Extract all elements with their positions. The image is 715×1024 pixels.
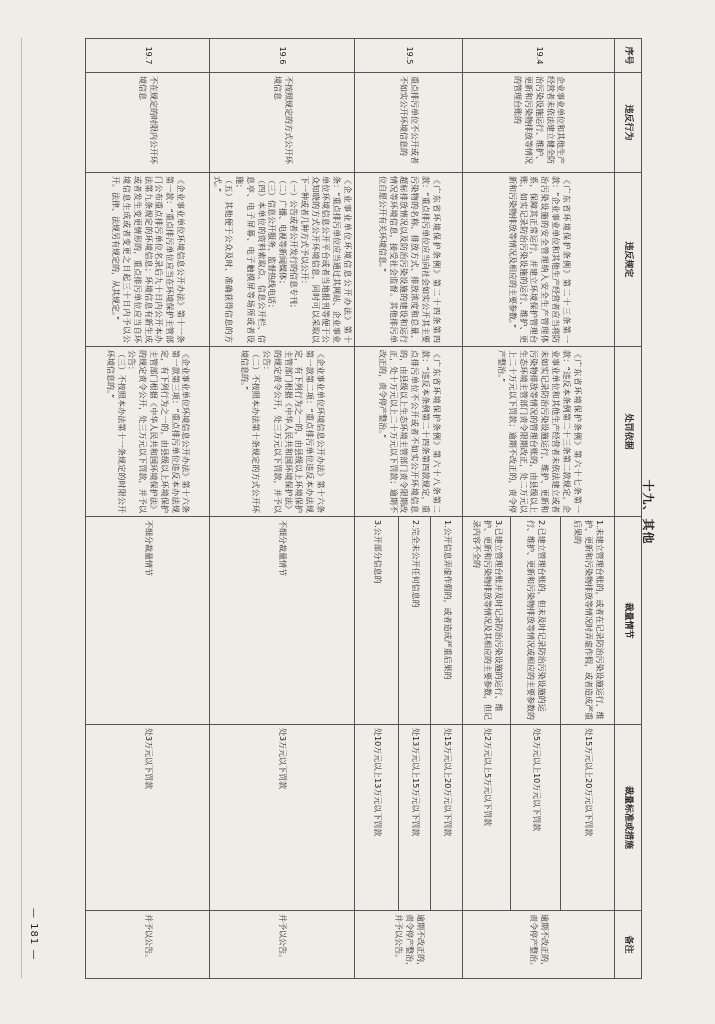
violation-act: 重点排污单位不公开或者不如实公开环境信息的 bbox=[355, 73, 463, 173]
regulation-line: （三）信息公开服务、监督热线电话； bbox=[267, 176, 277, 312]
basis-line: 《企业事业单位环境信息公开办法》第十六条第一款第三项：“重点排污单位违反本办法规定，有下列行为之一的，由县级以上环境保护主管部门根据《中华人民共和国环境保护法》的规定责令公开，处三万元以下罚款，并予以公告： bbox=[127, 350, 191, 513]
regulation-line: 《企业事业单位环境信息公开办法》第十条：“重点排污单位应当通过其网站、企业事业单位环境信息公开平台或者当地报刊等便于公众知晓的方式公开环境信息，同时可以采取以下一种或者几种方式予以公开： bbox=[299, 176, 352, 343]
violated-regulation bbox=[209, 173, 354, 347]
header-no: 序号 bbox=[615, 39, 642, 73]
regulation-line: （四）本单位的资料索取点、信息公开栏、信息亭、电子屏幕、电子触摸屏等场所或者设施； bbox=[235, 176, 266, 343]
note-cell: 逾期不改正的，责令停产整治，并予以公告。 bbox=[355, 911, 463, 979]
violated-regulation: 《广东省环境保护条例》第二十三条第一款：“企业事业单位和其他生产经营者应当将防治污染设施的安全管理纳入安全生产管理体系，保障其正常运行，并建立环境保护管理台账，如实记录防治污染设施的运行、维护、更新和污染物排放等情况及相应的主要参数。” bbox=[463, 173, 615, 347]
table-row bbox=[561, 39, 615, 979]
table-row bbox=[431, 39, 463, 979]
basis-line: （二）不按照本办法第十条规定的方式公开环境信息的。” bbox=[240, 350, 261, 513]
measure-cell: 处3万元以下罚款 bbox=[209, 725, 354, 911]
measure-cell: 处15万元以上20万元以下罚款 bbox=[561, 725, 615, 911]
situation-cell: 1.未建立管理台账的，或者在记录防治污染设施运行、维护、更新和污染物排放等情况时弄虚作假，或者造成严重后果的 bbox=[561, 517, 615, 725]
situation-cell: 不细分裁量情节 bbox=[209, 517, 354, 725]
situation-cell: 2.完全未公开任何信息的 bbox=[399, 517, 431, 725]
note-cell: 逾期不改正的，责令停产整治。 bbox=[463, 911, 615, 979]
row-number: 19.4 bbox=[463, 39, 615, 73]
regulation-line: （二）广播、电视等新闻媒体； bbox=[278, 176, 288, 288]
measure-cell: 处3万元以下罚款 bbox=[85, 725, 209, 911]
violation-act: 不按照规定的方式公开环境信息 bbox=[209, 73, 354, 173]
header-reg: 违反规定 bbox=[615, 173, 642, 347]
regulation-line: （一）公告或者公开发行的信息专刊； bbox=[289, 176, 299, 312]
penalty-basis bbox=[209, 347, 354, 517]
situation-cell: 2.已建立管理台账的，但未及时记录防治污染设施的运行、维护、更新和污染物排放等情况或相应的主要参数的 bbox=[511, 517, 561, 725]
header-basis: 处罚依据 bbox=[615, 347, 642, 517]
violation-act: 企业事业单位和其他生产经营者未依法建立健全防治污染设施运行、维护、更新和污染物排放等情况的管理台账的 bbox=[463, 73, 615, 173]
page-number: — 181 — bbox=[28, 908, 39, 961]
header-situation: 裁量情节 bbox=[615, 517, 642, 725]
header-note: 备注 bbox=[615, 911, 642, 979]
violation-act: 不在规定的时限内公开环境信息 bbox=[85, 73, 209, 173]
situation-cell: 不细分裁量情节 bbox=[85, 517, 209, 725]
header-act: 违反行为 bbox=[615, 73, 642, 173]
table-row bbox=[85, 39, 209, 979]
measure-cell: 处2万元以上5万元以下罚款 bbox=[463, 725, 511, 911]
note-cell: 并予以公告。 bbox=[85, 911, 209, 979]
table-row bbox=[209, 39, 354, 979]
penalty-basis: 《广东省环境保护条例》第六十七条第一款：“违反本条例第二十三条第二款规定，企业事业单位和其他生产经营者未依法建立或者未如实记录防治污染设施运行、维护、更新和污染物排放等情况的管理台账的，由县级以上生态环境主管部门责令限期改正，处二万元以上二十万元以下罚款；逾期不改正的，责令停产整治。” bbox=[463, 347, 615, 517]
penalty-basis: 《广东省环境保护条例》第六十八条第二款：“违反本条例第二十四条第四款规定，重点排污单位不公开或者不如实公开环境信息的，由县级以上生态环境主管部门责令限期改正，处十万元以上二十万元以下罚款；逾期不改正的，责令停产整治。” bbox=[355, 347, 463, 517]
situation-cell: 1.公开信息弄虚作假的，或者造成严重后果的 bbox=[431, 517, 463, 725]
row-number: 19.6 bbox=[209, 39, 354, 73]
table-header-row bbox=[615, 39, 642, 979]
row-number: 19.7 bbox=[85, 39, 209, 73]
penalty-basis bbox=[85, 347, 209, 517]
section-title: 十九、其他 bbox=[641, 479, 655, 545]
situation-cell: 3.公开部分信息的 bbox=[355, 517, 399, 725]
situation-cell: 3.已建立管理台账并及时记录防治污染设施的运行、维护、更新和污染物排放等情况及其相应的主要参数，但记录内容不全的 bbox=[463, 517, 511, 725]
note-cell: 并予以公告。 bbox=[209, 911, 354, 979]
violated-regulation: 《企业事业单位环境信息公开办法》第十一条第一款：“重点排污单位应当在环境保护主管部门公布重点排污单位名录后九十日内公开本办法第九条规定的环境信息；环境信息有新生成或者发生变更情形的，重点排污单位应当自环境信息生成或者变更之日起三十日内予以公开。法律、法规另有规定的，从其规定。” bbox=[85, 173, 209, 347]
header-measure: 裁量标准或措施 bbox=[615, 725, 642, 911]
measure-cell: 处15万元以上20万元以下罚款 bbox=[431, 725, 463, 911]
basis-line: （三）不按照本办法第十一条规定的时限公开环境信息的。” bbox=[105, 350, 126, 513]
penalty-table bbox=[85, 38, 642, 979]
measure-cell: 处5万元以上10万元以下罚款 bbox=[511, 725, 561, 911]
regulation-line: （五）其他便于公众及时、准确获得信息的方式。” bbox=[213, 176, 234, 343]
page-rule bbox=[21, 38, 22, 978]
row-number: 19.5 bbox=[355, 39, 463, 73]
basis-line: 《企业事业单位环境信息公开办法》第十六条第一款第二项：“重点排污单位违反本办法规定，有下列行为之一的，由县级以上环境保护主管部门根据《中华人民共和国环境保护法》的规定责令公开，处三万元以下罚款，并予以公告： bbox=[262, 350, 326, 513]
measure-cell: 处10万元以上13万元以下罚款 bbox=[355, 725, 399, 911]
measure-cell: 处13万元以上15万元以下罚款 bbox=[399, 725, 431, 911]
violated-regulation: 《广东省环境保护条例》第二十四条第四款：“重点排污单位应当向社会如实公开其主要污染物的名称、排放方式、排放浓度和总量、超标排放情况以及防治污染设施的建设和运行情况等环境信息，接受社会监督。其他排污单位自愿公开有关环境信息。” bbox=[355, 173, 463, 347]
